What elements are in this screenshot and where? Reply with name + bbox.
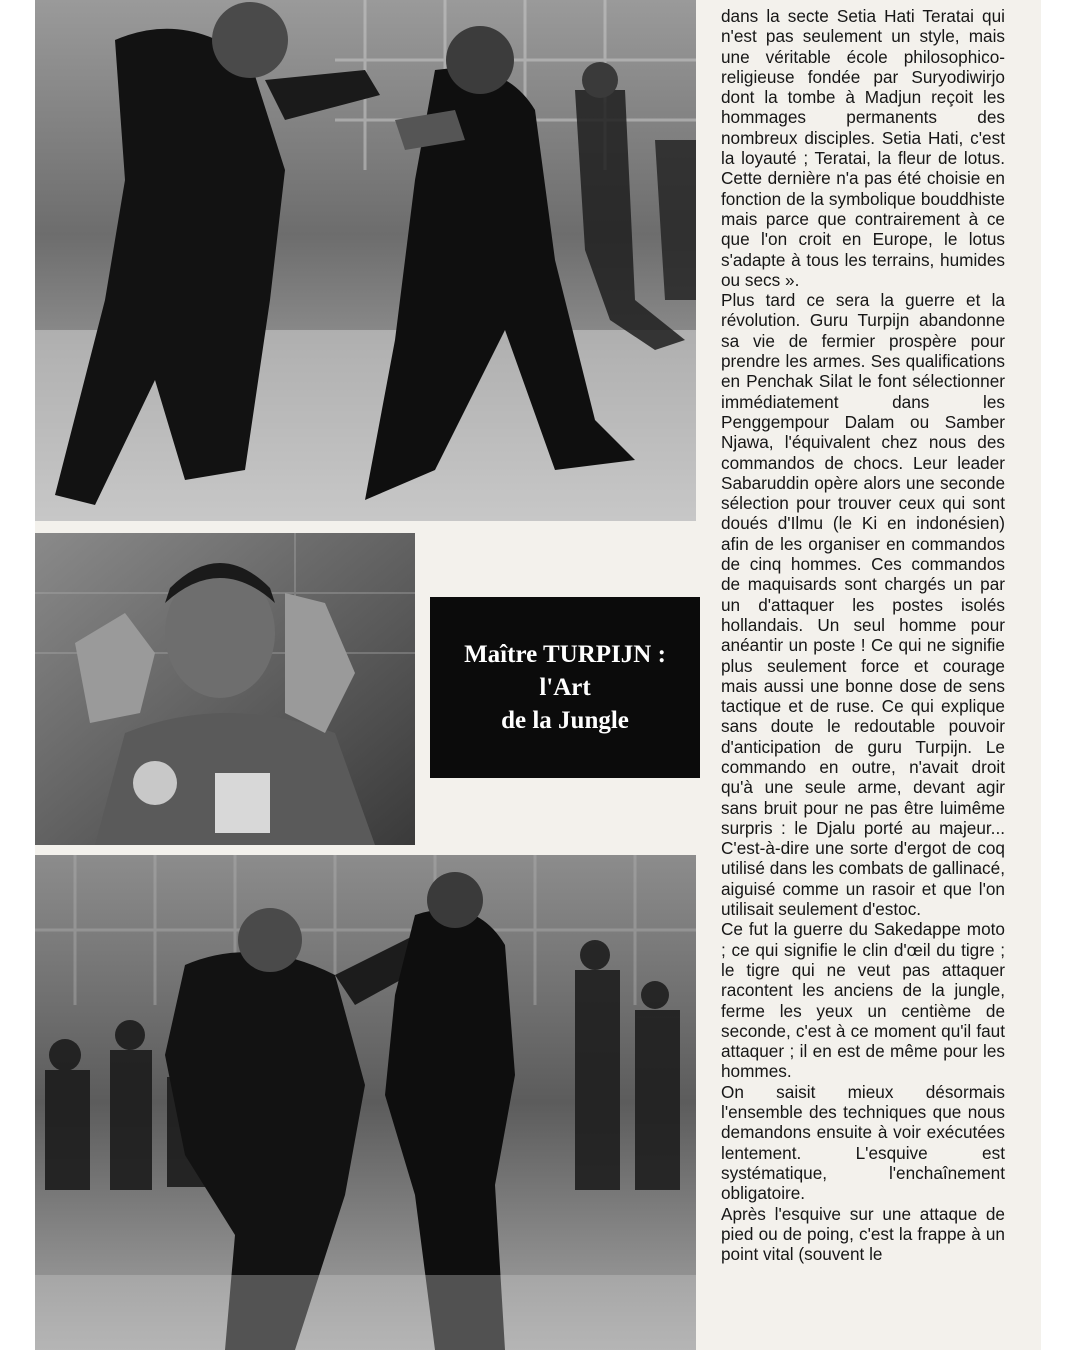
article-paragraph: Après l'esquive sur une attaque de pied ou de poing, c'est la frappe à un point vital (souvent le: [721, 1203, 1005, 1265]
article-paragraph: On saisit mieux désormais l'ensemble des techniques que nous demandons ensuite à voir exécutées lentement. L'esquive est systématique, l'enchaînement obligatoire.: [721, 1081, 1005, 1204]
photo-demonstration-bottom: [35, 855, 696, 1350]
title-line-1: Maître TURPIJN :: [464, 641, 666, 668]
title-line-3: de la Jungle: [501, 707, 629, 734]
photo-master-portrait: [35, 533, 415, 845]
magazine-page: [35, 0, 1041, 1350]
article-title-box: [430, 597, 700, 778]
article-paragraph: Ce fut la guerre du Sakedappe moto ; ce qui signifie le clin d'œil du tigre ; le tigre qui ne veut pas attaquer racontent les anciens de la jungle, ferme les yeux un centième de seconde, c'est à ce moment qu'il faut attaquer ; il en est de même pour les hommes.: [721, 919, 1005, 1082]
article-paragraph: dans la secte Setia Hati Teratai qui n'est pas seulement un style, mais une véritable école philosophico-religieuse fondée par Suryodiwirjo dont la tombe à Madjun reçoit les hommages permanents des nombreux disciples. Setia Hati, c'est la loyauté ; Teratai, la fleur de lotus. Cette dernière n'a pas été choisie en fonction de la symbolique bouddhiste mais parce que contrairement à ce que l'on croit en Europe, le lotus s'adapte à tous les terrains, humides ou secs ».: [721, 6, 1005, 290]
article-paragraph: Plus tard ce sera la guerre et la révolution. Guru Turpijn abandonne sa vie de fermier prospère pour prendre les armes. Ses qualifications en Penchak Silat le font sélectionner immédiatement dans les Penggempour Dalam ou Samber Njawa, l'équivalent chez nous des commandos de chocs. Leur leader Sabaruddin opère alors une seconde sélection pour trouver ceux qui sont doués d'Ilmu (le Ki en indonésien) afin de les organiser en commandos de cinq hommes. Ces commandos de maquisards sont chargés un par un d'attaquer les postes isolés hollandais. Un seul homme pour anéantir un poste ! Ce qui ne signifie plus seulement force et courage mais aussi une bonne dose de sens tactique et de ruse. Ce qui explique sans doute le redoutable pouvoir d'anticipation de guru Turpijn. Le commando en outre, n'avait droit qu'à une seule arme, devant agir sans bruit pour ne pas être luimême surpris : le Djalu porté au majeur... C'est-à-dire une sorte d'ergot de coq utilisé dans les combats de gallinacé, aiguisé comme un rasoir et que l'on utilisait seulement d'estoc.: [721, 290, 1005, 920]
photo-sparring-top: [35, 0, 696, 521]
article-text-column: [721, 6, 1005, 1264]
title-line-2: l'Art: [539, 674, 591, 701]
